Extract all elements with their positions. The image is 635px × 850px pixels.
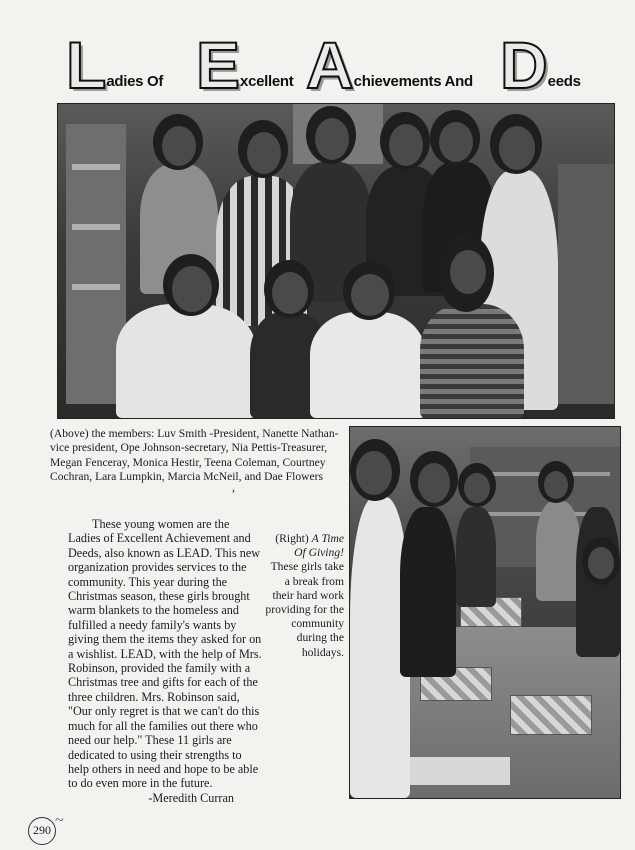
byline: -Meredith Curran: [148, 790, 234, 805]
title-word-deeds: Deeds: [500, 28, 581, 102]
page-number: 290: [33, 823, 51, 837]
title-word-ladies: Ladies Of: [66, 28, 164, 102]
group-photo: [57, 103, 615, 419]
article-body: [68, 517, 264, 805]
article-paragraph: These young women are the Ladies of Excellent Achievement and Deeds, also known as LEAD. This new organization provides services to the community. This year during the Christmas season, these girls brought warm blankets to the homeless and fulfilled a needy family's wants by giving them the items they asked for on a wishlist. LEAD, with the help of Mrs. Robinson, provided the family with a Christmas tree and gifts for each of the three children. Mrs. Robinson said, "Our only regret is that we can't do this much for all the families out there who need our help." These 11 girls are dedicated to using their strengths to help others in need and hope to be able to do even more in the future.: [68, 517, 262, 791]
photo-caption: (Above) the members: Luv Smith -President, Nanette Nathan-vice president, Ope Johnson-secretary, Nia Pettis-Treasurer, Megan Fenceray, Monica Hestir, Teena Coleman, Courtney Cochran, Lara Lumpkin, Marcia McNeil, and Dae Flowers: [50, 427, 339, 484]
right-caption-prefix: (Right): [275, 532, 309, 545]
giving-photo: [349, 426, 621, 799]
swirl-ornament-icon: ~: [55, 812, 64, 829]
title-word-achievements-and: Achievements And: [306, 28, 473, 102]
right-caption-title: A Time Of Giving!: [294, 532, 344, 560]
right-photo-caption: [264, 532, 344, 660]
right-caption-text: These girls take a break from their hard work providing for the community during the holidays.: [265, 560, 344, 659]
title-word-excellent: Excellent: [196, 28, 294, 102]
stray-mark: ,: [232, 480, 235, 494]
page-title: [66, 28, 606, 102]
